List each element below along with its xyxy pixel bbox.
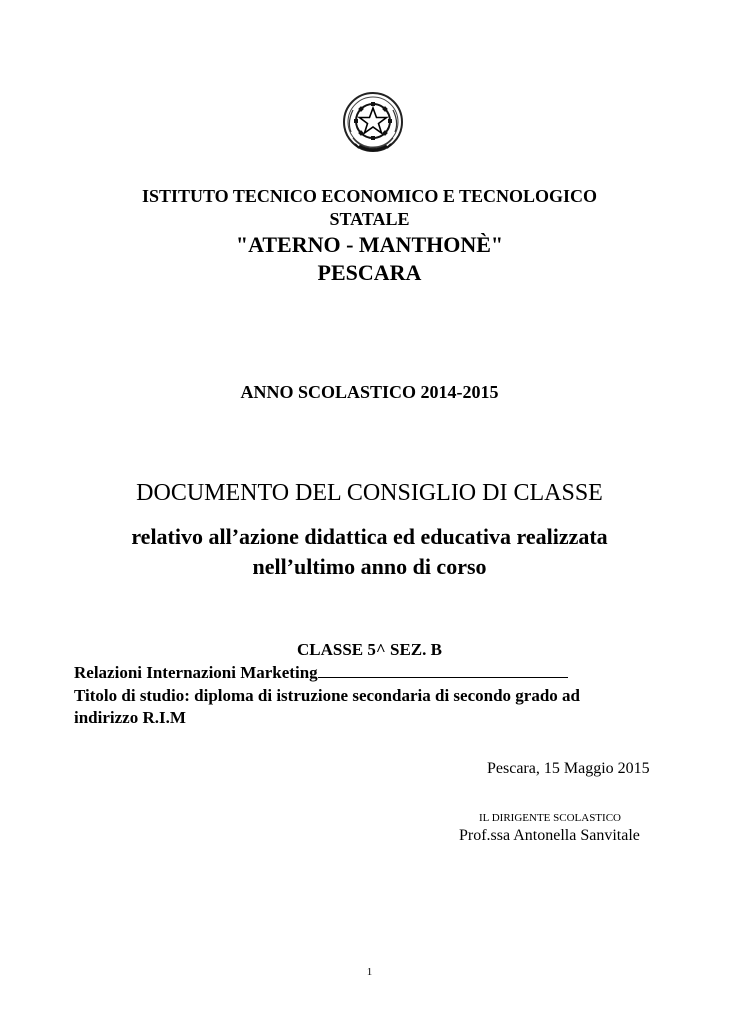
course-name: Relazioni Internazioni Marketing (74, 663, 318, 682)
institute-line-1: ISTITUTO TECNICO ECONOMICO E TECNOLOGICO (141, 186, 598, 206)
institute-city: PESCARA (317, 260, 422, 285)
document-subtitle-line-1: relativo all’azione didattica ed educativa realizzata (131, 524, 608, 549)
document-title: DOCUMENTO DEL CONSIGLIO DI CLASSE (136, 480, 603, 506)
school-year: ANNO SCOLASTICO 2014-2015 (240, 382, 499, 402)
institute-line-2: STATALE (329, 209, 410, 229)
italian-republic-emblem-icon (341, 88, 405, 158)
institute-name: "ATERNO - MANTHONÈ" (235, 232, 504, 257)
degree-line-1: Titolo di studio: diploma di istruzione secondaria di secondo grado ad (74, 686, 580, 705)
degree-line-2: indirizzo R.I.M (74, 708, 186, 727)
signatory-name: Prof.ssa Antonella Sanvitale (459, 827, 640, 844)
document-subtitle-line-2: nell’ultimo anno di corso (252, 554, 487, 579)
course-line (74, 663, 568, 683)
class-label: CLASSE 5^ SEZ. B (297, 640, 442, 659)
course-underline (318, 663, 568, 678)
place-date: Pescara, 15 Maggio 2015 (487, 760, 650, 777)
page-number: 1 (366, 966, 373, 978)
signatory-role: IL DIRIGENTE SCOLASTICO (479, 812, 621, 824)
